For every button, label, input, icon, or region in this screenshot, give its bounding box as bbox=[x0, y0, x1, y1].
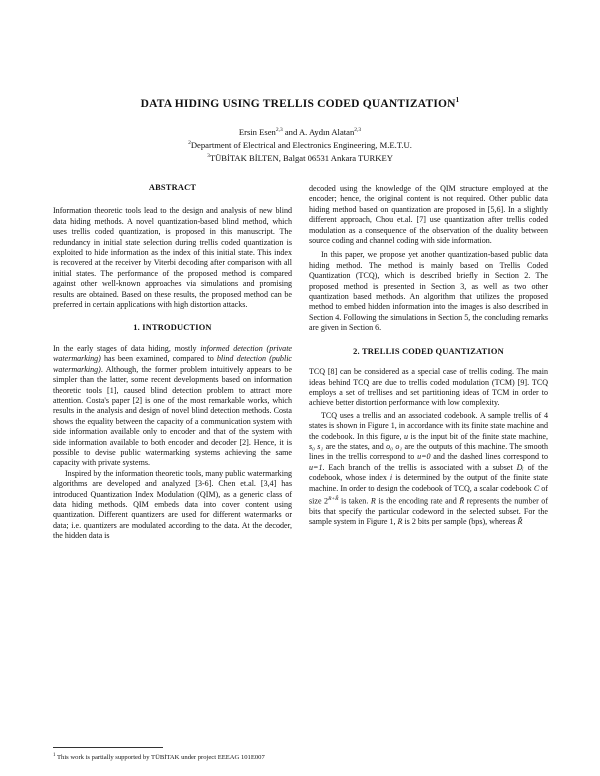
tcq-paragraph-1: TCQ [8] can be considered as a special case of trellis coding. The main ideas behind TCQ are due to trellis coded modulation (TCM) [9]. TCQ employs a set of trellises and set partitioning ideas of TCM in order to achieve better distortion performance with low complexity. bbox=[309, 367, 548, 408]
left-column bbox=[53, 183, 292, 542]
abstract-heading: ABSTRACT bbox=[148, 183, 197, 192]
right-paragraph-1: decoded using the knowledge of the QIM structure employed at the encoder; hence, the original content is not required. Other public data hiding method based on quantization are proposed in [5,6]. In a slightly different approach, Chou et.al. [7] use quantization after trellis coded modulation as a consequence of the observation of the duality between source coding and channel coding with side information. bbox=[309, 184, 548, 246]
intro-paragraph-2: Inspired by the information theoretic tools, many public watermarking algorithms are developed and analyzed [3-6]. Chen et.al. [3,4] has introduced Quantization Index Modulation (QIM), as a generic class of data hiding methods. QIM embeds data into cover content using quantization. Different quantizers are used for different watermarks or data; i.e. quantizers are modulated according to the data. At the decoder, the hidden data is bbox=[53, 468, 292, 541]
introduction-heading: 1. INTRODUCTION bbox=[133, 323, 212, 333]
tcq-heading: 2. TRELLIS CODED QUANTIZATION bbox=[353, 346, 504, 356]
right-paragraph-2: In this paper, we propose yet another quantization-based public data hiding method. The method is mainly based on Trellis Coded Quantization (TCQ), which is described briefly in Section 2. The proposed method is presented in Section 3, as well as two other quantization based methods. An algorithm that utilizes the proposed method to embed hidden information into the images is also described in Section 4. Following the simulations in Section 5, the concluding remarks are given in Section 6. bbox=[309, 250, 548, 333]
author-names: Ersin Esen$^{2,3}$ and A. Aydın Alatan$^{2,3}$ bbox=[238, 126, 362, 137]
affiliation-2: $^3$TÜBİTAK BİLTEN, Balgat 06531 Ankara TURKEY bbox=[207, 152, 393, 163]
footnote-divider bbox=[53, 747, 163, 748]
paper-title: DATA HIDING USING TRELLIS CODED QUANTIZATION$^1$ bbox=[140, 96, 460, 110]
tcq-paragraph-2: TCQ uses a trellis and an associated codebook. A sample trellis of 4 states is shown in Figure 1, in accordance with its finite state machine and the codebook. In this figure, u is the input bit of the finite state machine, s₀ s₁ are the states, and o₀ o₁ are the outputs of this machine. The smooth lines in the trellis correspond to u=0 and the dashed lines correspond to u=1. Each branch of the trellis is associated with a subset Dᵢ of the codebook, whose index i is determined by the output of the finite state machine. In order to design the codebook of TCQ, a scalar codebook C of size $2^{R+R̃}$ is taken. R is the encoding rate and R̃ represents the number of bits that specify the particular codeword in the selected subset. For the sample system in Figure 1, R is 2 bits per sample (bps), whereas R̃ bbox=[309, 410, 549, 527]
title-footnote-mark: 1 bbox=[455, 96, 460, 104]
authors-block bbox=[0, 125, 600, 164]
affiliation-1: $^2$Department of Electrical and Electronics Engineering, M.E.T.U. bbox=[188, 139, 412, 150]
right-column bbox=[309, 184, 548, 528]
intro-paragraph-1: In the early stages of data hiding, mostly informed detection (private watermarking) has been examined, compared to blind detection (public watermarking). Although, the former problem intuitively appears to be simpler than the latter, some recent developments based on information theoretic tools [1], caused blind detection problem to attract more attention. Costa's paper [2] is one of the most remarkable works, which results in the analysis and design of novel blind detection methods. Costa shows the equality between the capacity of a communication system with side information available only to encoder and that of the system with side information available to both encoder and decoder [2]. Hence, it is possible to devise public watermarking systems achieving the same capacity with private systems. bbox=[53, 343, 293, 468]
footnote: $^1$ This work is partially supported by TÜBİTAK under project EEEAG 101E007 bbox=[53, 753, 265, 762]
abstract-text: Information theoretic tools lead to the design and analysis of new blind data hiding methods. A novel quantization-based blind method, which uses trellis coded quantization, is proposed in this manuscript. The redundancy in initial state selection during trellis coded quantization is exploited to hide information as the index of this initial state. This index is recovered at the receiver by Viterbi decoding after comparison with all initial states. The performance of the proposed method is compared against other well-known approaches via simulations and promising results are obtained. Based on these results, the proposed method can be preferred in certain applications with high distortion attacks. bbox=[53, 206, 292, 310]
